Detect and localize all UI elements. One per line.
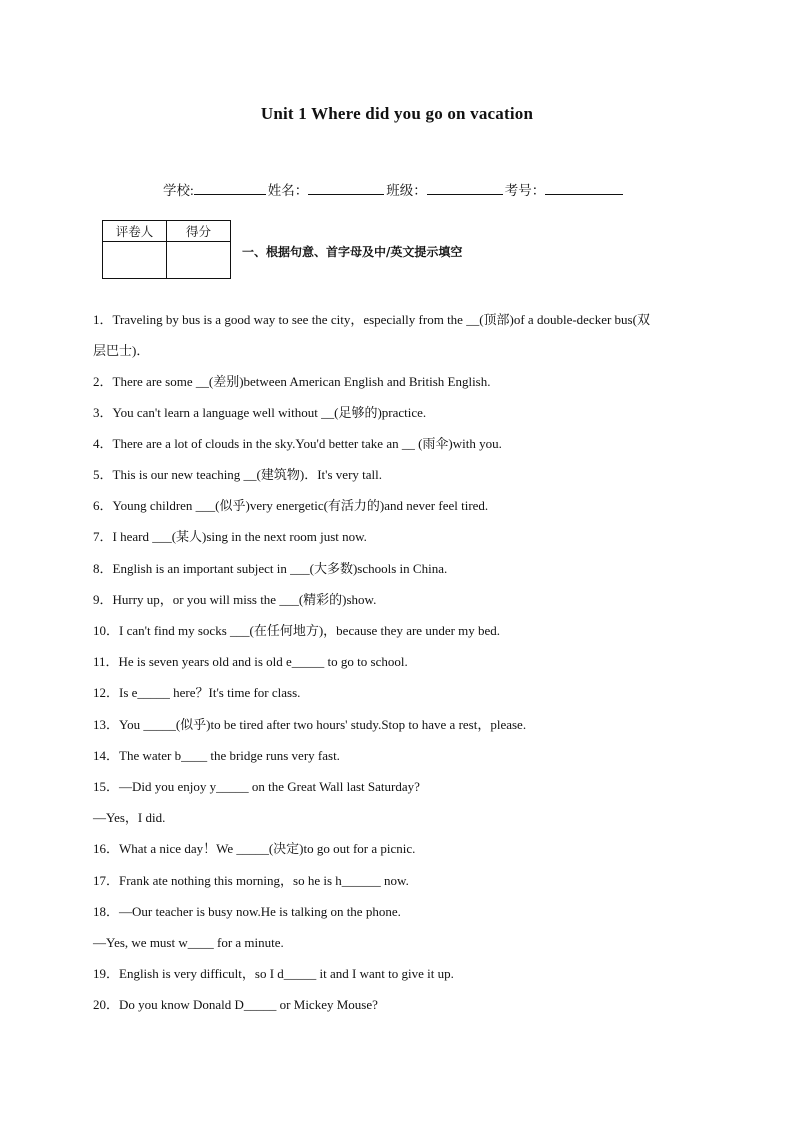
question-line: 18．—Our teacher is busy now.He is talking on the phone.: [93, 904, 401, 919]
question-line: 8．English is an important subject in ___(大多数)schools in China.: [93, 561, 448, 576]
question-line: 6．Young children ___(似乎)very energetic(有活力的)and never feel tired.: [93, 498, 489, 513]
question-line: 20．Do you know Donald D_____ or Mickey Mouse?: [93, 997, 378, 1012]
class-label: 班级：: [386, 183, 427, 198]
question-line: 11．He is seven years old and is old e_____ to go to school.: [93, 654, 408, 669]
question-line: 4．There are a lot of clouds in the sky.You'd better take an __ (雨伞)with you.: [93, 436, 502, 451]
question-line: —Yes, we must w____ for a minute.: [93, 935, 284, 950]
question-line: 9．Hurry up，or you will miss the ___(精彩的)show.: [93, 592, 377, 607]
question-line: 17．Frank ate nothing this morning，so he is h______ now.: [93, 873, 409, 888]
page-title: Unit 1 Where did you go on vacation: [260, 104, 534, 123]
grader-cell[interactable]: [103, 242, 167, 279]
question-line: 13．You _____(似乎)to be tired after two hours' study.Stop to have a rest，please.: [93, 717, 527, 732]
number-label: 考号：: [504, 183, 546, 198]
grader-header: 评卷人: [103, 221, 167, 242]
question-line: 层巴士)．: [93, 343, 150, 358]
school-label: 学校:: [163, 183, 194, 198]
score-header: 得分: [167, 221, 231, 242]
question-line: 12．Is e_____ here？It's time for class.: [93, 685, 301, 700]
question-line: 10．I can't find my socks ___(在任何地方)，because they are under my bed.: [93, 623, 501, 638]
number-blank[interactable]: [545, 182, 623, 195]
question-line: 16．What a nice day！We _____(决定)to go out for a picnic.: [93, 841, 416, 856]
question-line: 5．This is our new teaching __(建筑物)．It's very tall.: [93, 467, 383, 482]
score-cell[interactable]: [167, 242, 231, 279]
name-blank[interactable]: [308, 182, 384, 195]
school-blank[interactable]: [194, 182, 266, 195]
question-line: 3．You can't learn a language well without __(足够的)practice.: [93, 405, 427, 420]
class-blank[interactable]: [427, 182, 503, 195]
question-line: 2．There are some __(差别)between American English and British English.: [93, 374, 491, 389]
section-title: 一、根据句意、首字母及中/英文提示填空: [242, 245, 463, 259]
question-line: 15．—Did you enjoy y_____ on the Great Wall last Saturday?: [93, 779, 420, 794]
question-line: 7．I heard ___(某人)sing in the next room just now.: [93, 529, 367, 544]
name-label: 姓名：: [267, 183, 309, 198]
question-line: 1．Traveling by bus is a good way to see the city，especially from the __(顶部)of a double-decker bus(双: [93, 312, 650, 327]
question-line: —Yes，I did.: [93, 810, 166, 825]
question-line: 14．The water b____ the bridge runs very fast.: [93, 748, 340, 763]
score-table: [102, 220, 231, 279]
question-line: 19．English is very difficult，so I d_____ it and I want to give it up.: [93, 966, 454, 981]
student-info-line: [163, 179, 625, 199]
